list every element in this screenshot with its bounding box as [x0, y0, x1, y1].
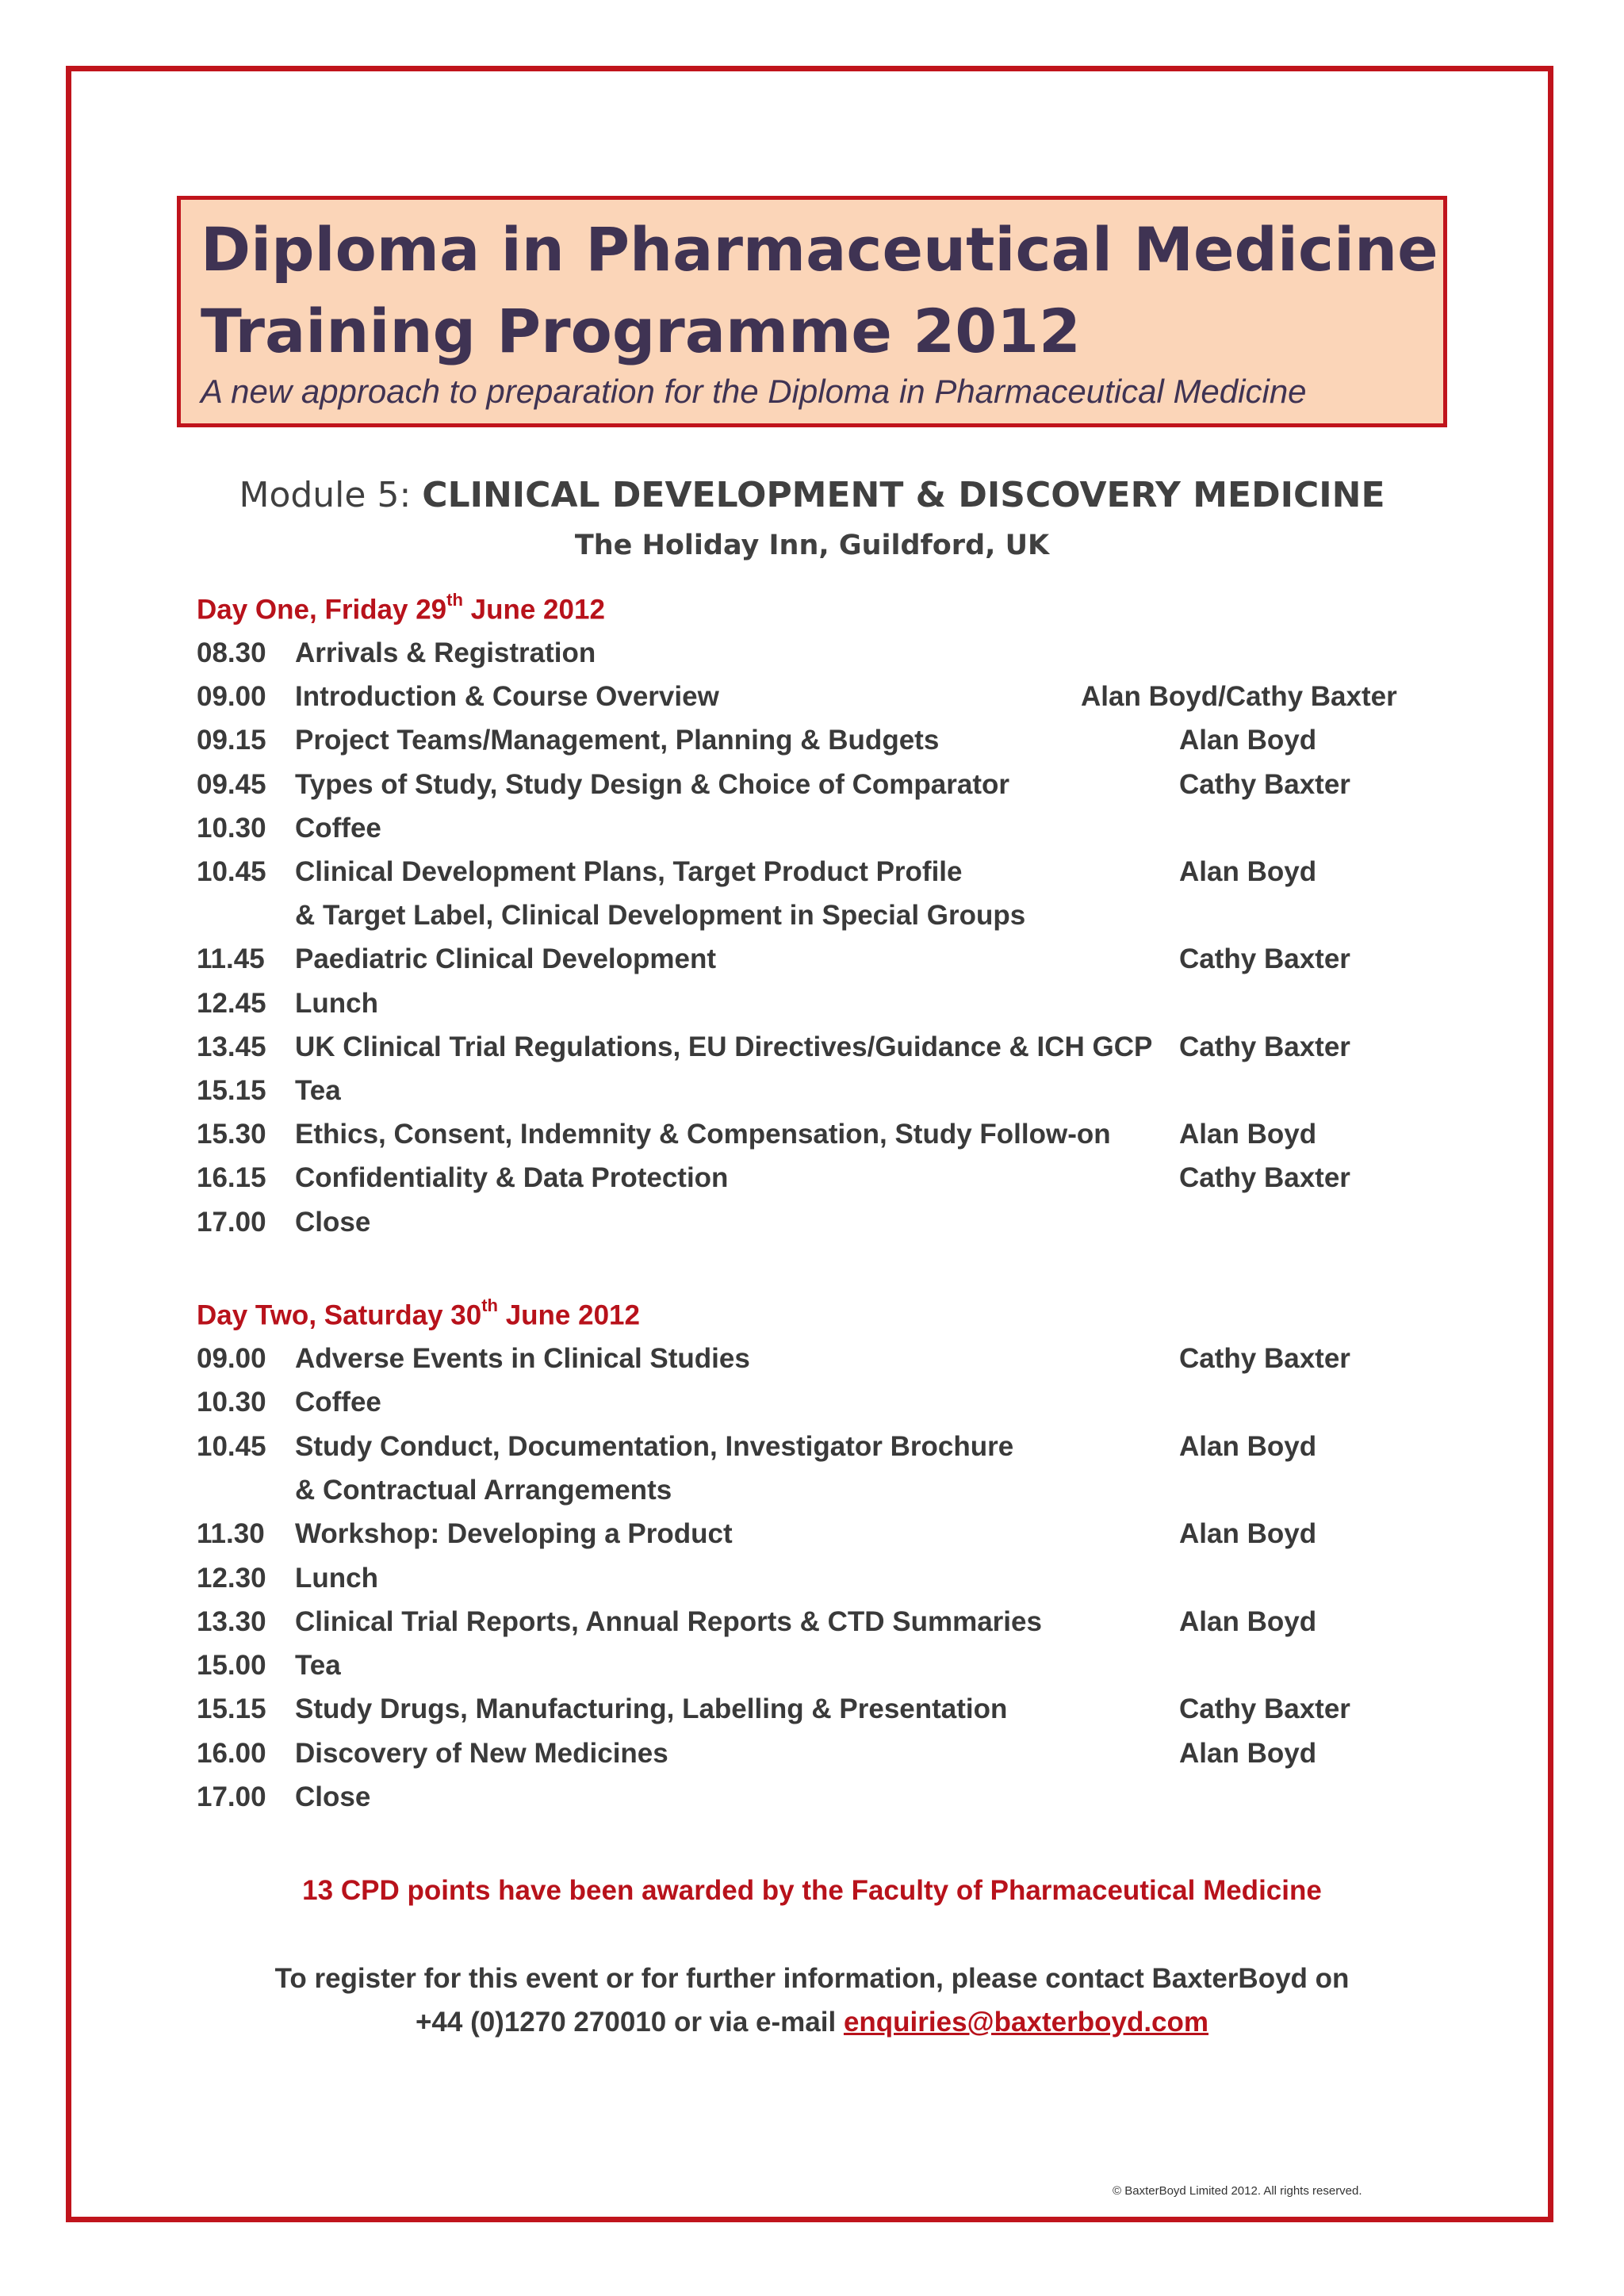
schedule-row [0, 1345, 1624, 1384]
schedule-row [0, 1208, 1624, 1248]
session-time: 10.45 [197, 856, 266, 887]
session-time: 08.30 [197, 637, 266, 668]
session-time: 12.45 [197, 987, 266, 1019]
session-time: 15.00 [197, 1650, 266, 1682]
session-speaker: Cathy Baxter [1179, 1162, 1350, 1194]
session-speaker: Cathy Baxter [1179, 1031, 1350, 1062]
session-speaker: Cathy Baxter [1179, 768, 1350, 800]
session-title: & Target Label, Clinical Development in Special Groups [295, 900, 1026, 932]
day-two-heading-year: June 2012 [497, 1299, 640, 1331]
schedule-row [0, 989, 1624, 1029]
session-title: Tea [295, 1075, 341, 1106]
session-time: 12.30 [197, 1562, 266, 1594]
module-name: CLINICAL DEVELOPMENT & DISCOVERY MEDICINE [422, 475, 1385, 515]
title-line-2: Training Programme 2012 [201, 296, 1081, 366]
subtitle: A new approach to preparation for the Diploma in Pharmaceutical Medicine [201, 373, 1307, 410]
schedule-row [0, 1520, 1624, 1559]
schedule-row [0, 1033, 1624, 1073]
schedule-row [0, 1430, 1624, 1472]
session-time: 09.00 [197, 1343, 266, 1374]
title-banner [177, 196, 1447, 427]
session-time: 10.30 [197, 812, 266, 844]
venue: The Holiday Inn, Guildford, UK [574, 530, 1050, 561]
session-title: Project Teams/Management, Planning & Budgets [295, 725, 940, 756]
schedule-row [0, 1120, 1624, 1160]
schedule-row [0, 1077, 1624, 1116]
session-title: Study Conduct, Documentation, Investigator Brochure [295, 1430, 1014, 1462]
session-title: Lunch [295, 987, 378, 1019]
day-one-heading-text: Day One, Friday 29 [197, 594, 447, 626]
session-time: 13.45 [197, 1031, 266, 1062]
schedule-row [0, 1695, 1624, 1735]
session-time: 15.15 [197, 1693, 266, 1725]
schedule-row [0, 1739, 1624, 1779]
schedule-row [0, 1476, 1624, 1516]
session-time: 11.45 [197, 943, 265, 975]
session-time: 16.00 [197, 1737, 266, 1769]
session-time: 17.00 [197, 1781, 266, 1812]
cpd-notice: 13 CPD points have been awarded by the Faculty of Pharmaceutical Medicine [302, 1875, 1322, 1906]
schedule-row [0, 1564, 1624, 1604]
module-heading [0, 475, 1624, 515]
session-title: Clinical Trial Reports, Annual Reports & CTD Summaries [295, 1605, 1042, 1637]
schedule-row [0, 1388, 1624, 1428]
session-title: Close [295, 1781, 371, 1812]
session-speaker: Alan Boyd [1179, 725, 1317, 756]
session-title: Confidentiality & Data Protection [295, 1162, 729, 1194]
session-title: Paediatric Clinical Development [295, 943, 717, 975]
contact-phone: +44 (0)1270 270010 or via e-mail [415, 2007, 844, 2038]
session-speaker: Alan Boyd [1179, 1430, 1317, 1462]
session-time: 10.45 [197, 1430, 266, 1462]
session-title: Tea [295, 1650, 341, 1682]
day-two-heading-sup: th [481, 1295, 498, 1315]
session-time: 10.30 [197, 1387, 266, 1418]
session-title: Ethics, Consent, Indemnity & Compensation, Study Follow-on [295, 1119, 1111, 1150]
session-speaker: Cathy Baxter [1179, 1343, 1350, 1374]
schedule-row [0, 814, 1624, 854]
schedule-row [0, 1783, 1624, 1823]
schedule-row [0, 858, 1624, 897]
session-title: Study Drugs, Manufacturing, Labelling & Presentation [295, 1693, 1008, 1725]
schedule-row [0, 768, 1624, 810]
schedule-row [0, 1651, 1624, 1691]
copyright: © BaxterBoyd Limited 2012. All rights reserved. [1113, 2184, 1362, 2198]
contact-line-2 [0, 2008, 1624, 2036]
session-time: 15.30 [197, 1119, 266, 1150]
session-time: 13.30 [197, 1605, 266, 1637]
session-title: Introduction & Course Overview [295, 681, 719, 713]
session-title: Coffee [295, 1387, 381, 1418]
session-title: Types of Study, Study Design & Choice of Comparator [295, 768, 1010, 800]
schedule-row [0, 639, 1624, 679]
session-title: Discovery of New Medicines [295, 1737, 668, 1769]
schedule-row [0, 726, 1624, 766]
day-one-heading-sup: th [446, 590, 463, 610]
day-two-heading-text: Day Two, Saturday 30 [197, 1299, 482, 1331]
schedule-row [0, 1164, 1624, 1203]
session-time: 11.30 [197, 1518, 265, 1550]
session-speaker: Alan Boyd [1179, 1605, 1317, 1637]
email-link[interactable]: enquiries@baxterboyd.com [843, 2007, 1209, 2038]
session-title: Workshop: Developing a Product [295, 1518, 733, 1550]
session-speaker: Alan Boyd [1179, 1518, 1317, 1550]
day-one-heading [197, 590, 605, 626]
session-time: 15.15 [197, 1075, 266, 1106]
session-speaker: Alan Boyd/Cathy Baxter [1081, 681, 1397, 713]
session-title: Adverse Events in Clinical Studies [295, 1343, 750, 1374]
session-time: 09.15 [197, 725, 266, 756]
schedule-row [0, 901, 1624, 941]
session-time: 09.45 [197, 768, 266, 800]
session-title: Coffee [295, 812, 381, 844]
session-title: & Contractual Arrangements [295, 1474, 672, 1506]
session-speaker: Cathy Baxter [1179, 943, 1350, 975]
session-time: 16.15 [197, 1162, 266, 1194]
session-title: Clinical Development Plans, Target Product Profile [295, 856, 963, 887]
day-one-heading-year: June 2012 [462, 594, 605, 626]
session-speaker: Alan Boyd [1179, 1737, 1317, 1769]
contact-line-1: To register for this event or for further information, please contact BaxterBoyd on [274, 1963, 1350, 1994]
module-prefix: Module 5: [239, 475, 423, 515]
title-line-1: Diploma in Pharmaceutical Medicine [201, 214, 1438, 285]
session-title: Lunch [295, 1562, 378, 1594]
session-title: Close [295, 1206, 371, 1238]
session-title: Arrivals & Registration [295, 637, 596, 668]
schedule-row [0, 683, 1624, 722]
schedule-row [0, 1605, 1624, 1647]
session-speaker: Cathy Baxter [1179, 1693, 1350, 1725]
session-speaker: Alan Boyd [1179, 856, 1317, 887]
session-title: UK Clinical Trial Regulations, EU Directives/Guidance & ICH GCP [295, 1031, 1153, 1062]
day-two-heading [197, 1295, 640, 1331]
session-time: 17.00 [197, 1206, 266, 1238]
schedule-row [0, 945, 1624, 985]
session-speaker: Alan Boyd [1179, 1119, 1317, 1150]
session-time: 09.00 [197, 681, 266, 713]
